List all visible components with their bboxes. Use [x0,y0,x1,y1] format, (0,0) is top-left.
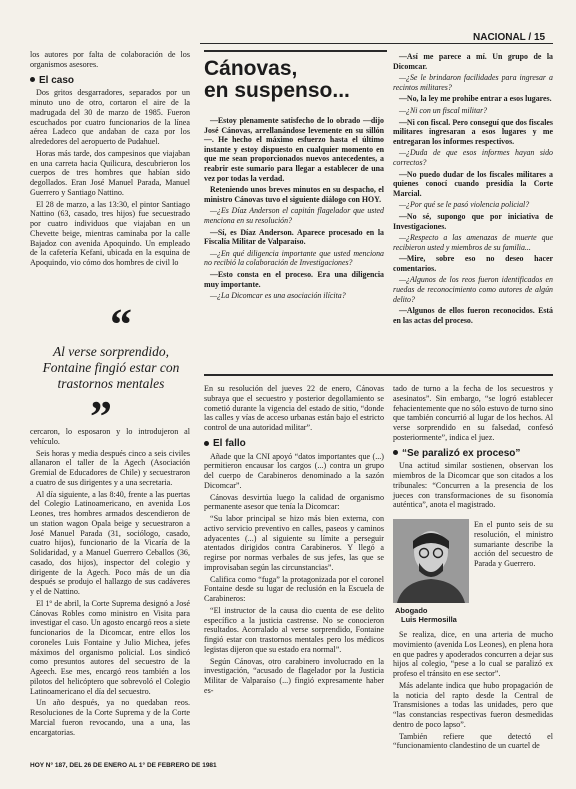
intro-text: los autores por falta de colaboración de los organismos asesores. [30,50,190,69]
paragraph: Añade que la CNI apoyó “datos importantes que (...) permitieron encausar los cargos (...) contra un grupo del cuerpo de Carabineros denominado a la sazón Dicomcar”. [204,451,384,490]
box-rule-bottom [204,374,553,376]
paragraph: Al día siguiente, a las 8:40, frente a las puertas del Colegio Latinoamericano, en avenida Los Leones, tres hombres armados descendieron de un station wagon Opala beige y secuestraron a José Manuel Parada (31, sociólogo, casado, cuatro hijos), funcionario de la Vicaría de la Solidaridad, y a Manuel Guerrero Ceballos (36, casado, dos hijos), inspector del colegio y dirigente de la Agech. Poco más de un día después se produjo el hallazgo de sus cadáveres y el de Nattino. [30,489,190,596]
answer: —Algunos de ellos fueron reconocidos. Está en las actas del proceso. [393,306,553,325]
paragraph: También refiere que detectó el “funcionamiento clandestino de un cuartel de [393,731,553,751]
bullet-icon [30,77,35,82]
paragraph: —Estoy plenamente satisfecho de lo obrado —dijo José Cánovas, arrellanándose levemente en su sillón—. He hecho el máximo esfuerzo hasta el último instante y estoy dispuesto en cualquier momento en que me sean proporcionados nuevos antecedentes, a reabrir este sumario para llegar a establecer de una vez por todas la verdad. [204,116,384,183]
answer: —Así me parece a mí. Un grupo de la Dicomcar. [393,52,553,71]
section-el-caso: El caso [30,76,190,86]
page-footer: HOY N° 187, DEL 26 DE ENERO AL 1° DE FEBRERO DE 1981 [30,762,217,769]
box-headline: Cánovas, en suspenso... [204,57,350,102]
photo-caption: Abogado Luis Hermosilla [395,606,457,624]
paragraph: cercaron, lo esposaron y lo introdujeron al vehículo. [30,427,190,446]
paragraph: Califica como “fuga” la protagonizada por el coronel Fontaine desde su lugar de reclusión en la Escuela de Carabineros: [204,574,384,603]
close-quote-icon: ” [90,392,112,441]
section-se-paralizo: “Se paralizó ex proceso” [393,449,553,459]
section-name: NACIONAL [473,32,526,43]
paragraph: Más adelante indica que hubo propagación de la noticia del rapto desde la Central de Transmisiones a todas las unidades, pero que “las constancias respectivas fueron desmedidas dentro de poco lapso”. [393,680,553,729]
portrait-image [393,519,469,603]
right-column-bottom-top [393,384,553,512]
answer: —No sé, supongo que por iniciativa de Investigaciones. [393,211,553,231]
question: —¿Por qué se le pasó violencia policial? [399,200,530,210]
paragraph: Reteniendo unos breves minutos en su despacho, el ministro Cánovas tuvo el siguiente diálogo con HOY. [204,185,384,204]
question: —¿Se le brindaron facilidades para ingresar a recintos militares? [393,73,553,92]
box-body [204,116,384,301]
answer: —Sí, es Díaz Anderson. Aparece procesado en la Fiscalía Militar de Valparaíso. [204,227,384,247]
question: —¿Duda de que esos informes hayan sido correctos? [393,148,553,167]
paragraph: Una actitud similar sostienen, observan los miembros de la Dicomcar que son citados a los tribunales: “Concurren a la presencia de los jueces con transformaciones de su fisonomía auténtica”, anota el magistrado. [393,461,553,510]
paragraph: Cánovas desvirtúa luego la calidad de organismo permanente asesor que tenía la Dicomcar: [204,492,384,512]
header-rule [200,43,553,44]
paragraph: El 28 de marzo, a las 13:30, el pintor Santiago Nattino (63, casado, tres hijos) fue secuestrado por cuatro individuos que viajaban en un Chevette beige, mientras caminaba por la calle Bajadoz con avenida Apoquindo. Un empleado de la cafetería Kefani, ubicada en la esquina de Apoquindo, vio cómo dos hombres de civil lo [30,199,190,267]
paragraph: “Su labor principal se hizo más bien externa, con activo servicio preventivo en calles, paseos y caminos adyacentes (...) al siguiente su límite a perseguir atentados dirigidos contra Carabineros. Y llegó a regirse por normas verbales de sus jefes, las que se improvisaban según las circunstancias”. [204,514,384,572]
middle-column-bottom [204,384,384,698]
question: —¿La Dicomcar es una asociación ilícita? [210,291,346,301]
left-column-bottom [30,427,190,739]
paragraph: Seis horas y media después cinco a seis civiles allanaron el taller de la Agech (Asociación Gremial de Educadores de Chile) y secuestraron a cuatro de sus dirigentes y a una secretaria. [30,448,190,487]
section-el-fallo: El fallo [204,439,384,449]
question: —¿Es Díaz Anderson el capitán flagelador que usted menciona en su resolución? [204,206,384,225]
bullet-icon [204,441,209,446]
question: —¿Ni con un fiscal militar? [399,105,488,115]
paragraph: El 1º de abril, la Corte Suprema designó a José Cánovas Robles como ministro en Visita para investigar el caso. Un agosto encargó reos a siete funcionarios de la Dicomcar, entre ellos los coroneles Luis Fontaine y Julio Michea, jefes máximos del organismo policial. Los sindicó como presuntos autores del secuestro de la Ageech. Ese mes, encargó reos también a los pilotos del helicóptero que sobrevoló el Colegio Latinoamericano el día del secuestro. [30,598,190,696]
paragraph: Según Cánovas, otro carabinero involucrado en la investigación, “acusado de flagelador por la Justicia Militar de Valparaíso (...) fingió expresamente haber es- [204,656,384,695]
right-column-beside-photo [474,520,553,571]
answer: —Ni con fiscal. Pero conseguí que dos fiscales militares ingresaran a esos lugares y me entregaran los informes respectivos. [393,117,553,146]
canovas-box [204,58,384,303]
right-column-bottom-lower [393,630,553,753]
question: —¿Algunos de los reos fueron identificados en ruedas de reconocimiento como autores de algún delito? [393,275,553,304]
paragraph: “El instructor de la causa dio cuenta de ese delito específico a la justicia castrense. No se conocieron resultados. Acorralado al verse sorprendido, Fontaine fingió estar con trastornos mentales pero los médicos legistas dijeron que su estado era normal”. [204,605,384,654]
answer: —Esto consta en el proceso. Era una diligencia muy importante. [204,269,384,289]
left-column-top [30,50,190,270]
paragraph: En el punto seis de su resolución, el ministro sumariante describe la acción del secuestro de Parada y Guerrero. [474,520,553,568]
page-number: 15 [533,32,546,43]
page-header: NACIONAL / 15 [473,32,546,43]
right-column-top [393,52,553,327]
box-rule-top [204,50,387,52]
open-quote-icon: “ [110,300,132,349]
paragraph: Un año después, ya no quedaban reos. Resoluciones de la Corte Suprema y de la Corte Marcial fueron revocando, una a una, las encargatorias. [30,698,190,737]
paragraph: Dos gritos desgarradores, separados por un minuto uno de otro, cortaron el aire de la madrugada del 30 de marzo de 1985. Fueron escuchados por cuatro funcionarios de la línea aérea Ladeco que andaban de caza por los alrededores del aeropuerto de Pudahuel. [30,88,190,146]
answer: —No puedo dudar de los fiscales militares a quienes conocí cuando presidía la Corte Marcial. [393,169,553,198]
pull-quote-text: Al verse sorprendido, Fontaine fingió estar con trastornos mentales [42,344,180,391]
bullet-icon [393,450,398,455]
paragraph: En su resolución del jueves 22 de enero, Cánovas subraya que el secuestro y posterior degollamiento se cometió durante la vigencia del estado de sitio, “donde las calles y vías de acceso urbanas están bajo el estricto control de una autoridad militar”. [204,384,384,432]
paragraph: tado de turno a la fecha de los secuestros y asesinatos”. Sin embargo, “se logró establecer fehacientemente que no sólo estuvo de turno sino que también concurrió al lugar de los hechos. Al verse sorprendido en su falsedad, confesó posteriormente”, indica el juez. [393,384,553,442]
answer: —Mire, sobre eso no deseo hacer comentarios. [393,254,553,273]
answer: —No, la ley me prohibe entrar a esos lugares. [399,94,552,104]
paragraph: Se realiza, dice, en una arteria de mucho movimiento (avenida Los Leones), en plena hora en que padres y apoderados concurren a dejar sus hijos al colegio, “pese a lo cual se paralizó ex profeso el tránsito en ese sector”. [393,630,554,678]
portrait-photo [393,519,469,603]
question: —¿En qué diligencia importante que usted menciona no recibió la colaboración de Investigaciones? [204,248,384,268]
question: —¿Respecto a las amenazas de muerte que recibieron usted y miembros de su familia... [393,233,553,252]
paragraph: Horas más tarde, dos campesinos que viajaban en una carreta hacia Quilicura, descubrieron los cuerpos de tres hombres que habían sido degollados. Eran José Manuel Parada, Manuel Guerrero y Santiago Nattino. [30,148,190,197]
